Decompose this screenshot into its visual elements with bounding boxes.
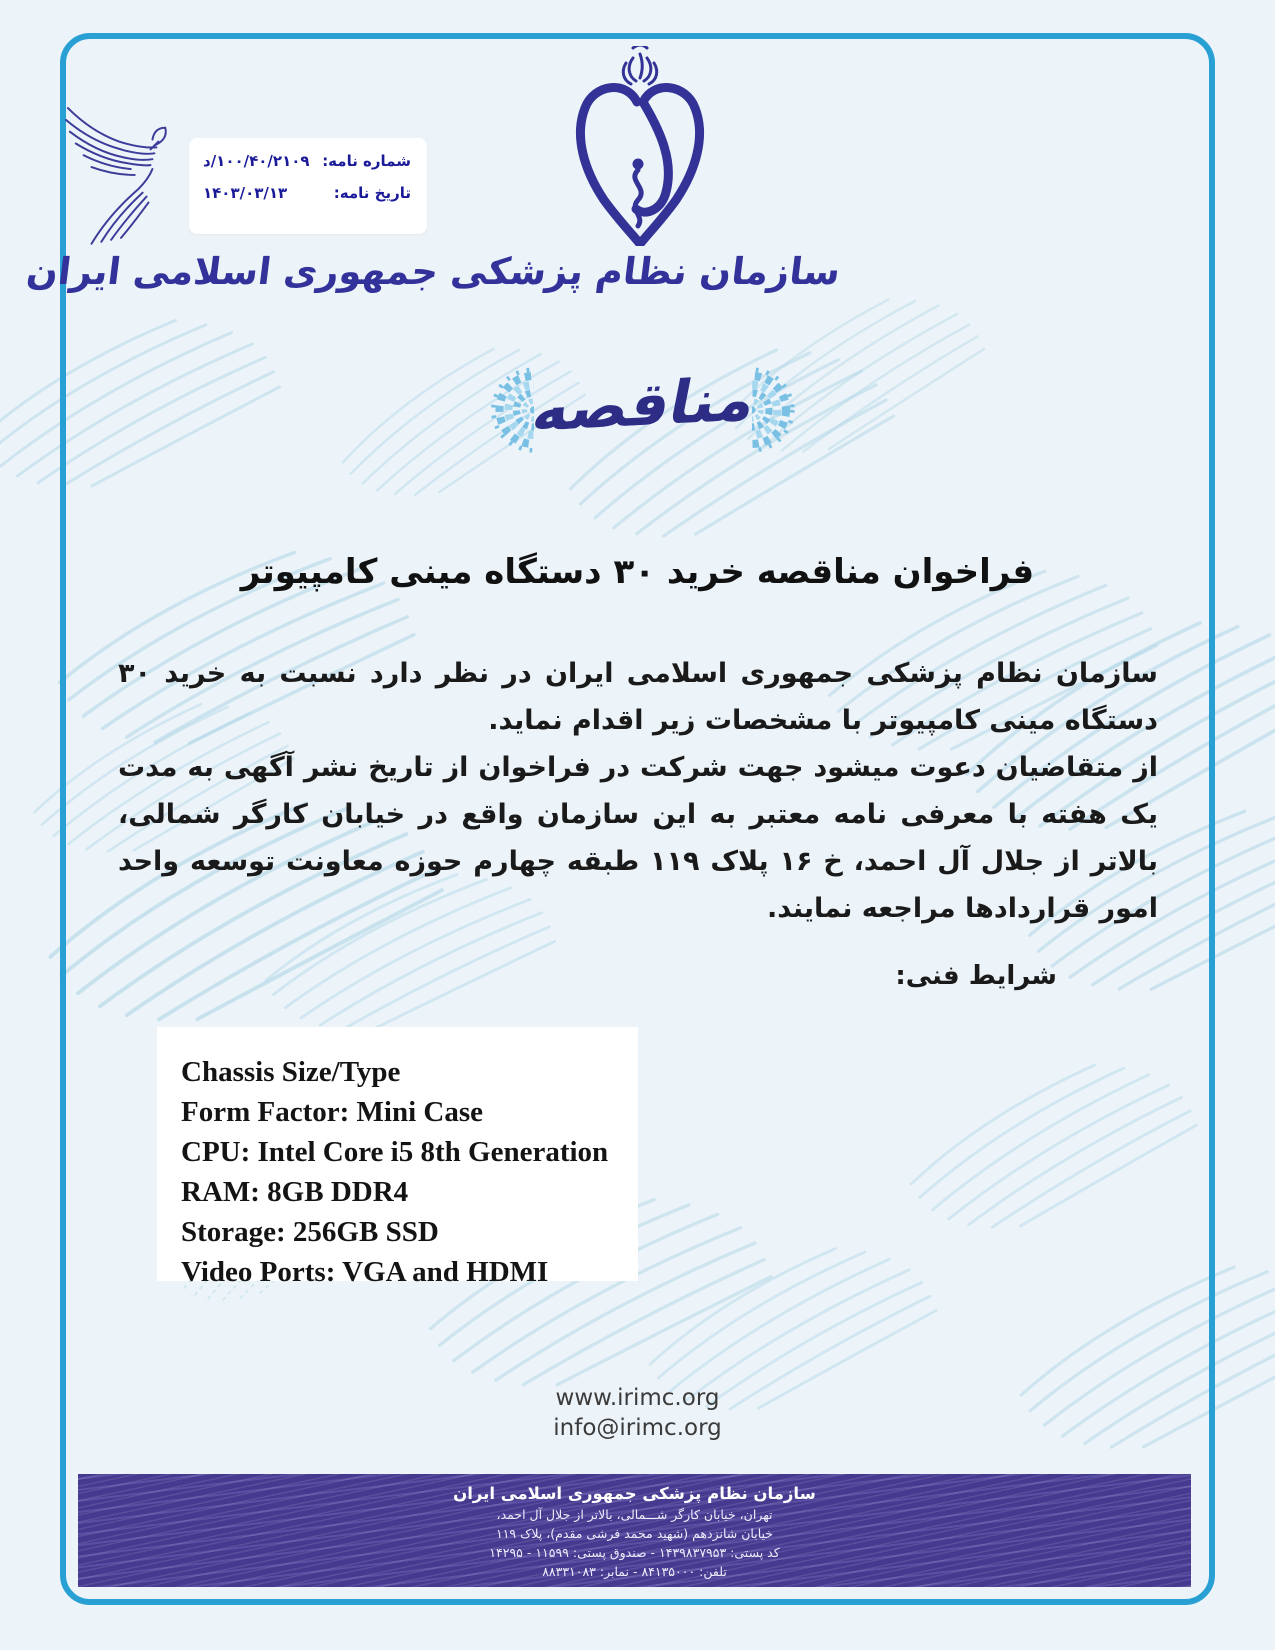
specs-heading: شرایط فنی: — [895, 961, 1057, 991]
phoenix-bird-icon — [62, 98, 180, 246]
medical-council-emblem-icon — [545, 46, 735, 246]
email-text: info@irimc.org — [553, 1415, 722, 1441]
spec-cpu: CPU: Intel Core i5 8th Generation — [181, 1136, 609, 1168]
body-paragraph-1: سازمان نظام پزشکی جمهوری اسلامی ایران در نظر دارد نسبت به خرید ۳۰ دستگاه مینی کامپیوتر با مشخصات زیر اقدام نماید. — [118, 658, 1158, 736]
spec-video-ports: Video Ports: VGA and HDMI — [181, 1256, 549, 1288]
footer-address-line-2: خیابان شانزدهم (شهید محمد فرشی مقدم)، پلاک ۱۱۹ — [496, 1526, 773, 1541]
website-text: www.irimc.org — [555, 1385, 720, 1411]
spec-form-factor: Form Factor: Mini Case — [181, 1096, 483, 1128]
body-paragraph-2: از متقاضیان دعوت میشود جهت شرکت در فراخوان از تاریخ نشر آگهی به مدت یک هفته با معرفی نامه معتبر به این سازمان واقع در خیابان کارگر شمالی، بالاتر از جلال آل احمد، خ ۱۶ پلاک ۱۱۹ طبقه چهارم حوزه معاونت توسعه واحد امور قراردادها مراجعه نمایند. — [118, 752, 1158, 924]
mandala-ornament-right-icon — [752, 364, 808, 456]
contact-block — [0, 1383, 1275, 1443]
page-title: فراخوان مناقصه خرید ۳۰ دستگاه مینی کامپیوتر — [240, 552, 1035, 592]
spec-chassis: Chassis Size/Type — [181, 1056, 401, 1088]
org-name-calligraphy: سازمان نظام پزشکی جمهوری اسلامی ایران — [24, 250, 843, 293]
spec-storage: Storage: 256GB SSD — [181, 1216, 439, 1248]
letter-meta-box — [189, 138, 427, 234]
footer-banner — [78, 1474, 1191, 1587]
letter-number-label: شماره نامه: — [322, 152, 411, 170]
footer-address-line-1: تهران، خیابان کارگر شـــمالی، بالاتر از جلال آل احمد، — [496, 1507, 773, 1522]
letter-date-value: ۱۴۰۳/۰۳/۱۳ — [203, 184, 288, 202]
letter-date-row — [203, 184, 411, 202]
letter-date-label: تاریخ نامه: — [333, 184, 411, 202]
footer-postal-line: کد پستی: ۱۴۳۹۸۳۷۹۵۳ - صندوق پستی: ۱۱۵۹۹ - ۱۴۲۹۵ — [489, 1545, 780, 1560]
tender-calligraphy-text: مناقصه — [526, 364, 762, 446]
footer-phone-line: تلفن: ۸۴۱۳۵۰۰۰ - نمابر: ۸۸۳۳۱۰۸۳ — [542, 1564, 727, 1579]
letter-number-row — [203, 152, 411, 170]
specs-box — [157, 1027, 638, 1288]
mandala-ornament-left-icon — [478, 364, 534, 456]
letter-number-value: د/۱۰۰/۴۰/۲۱۰۹ — [203, 152, 310, 170]
footer-org-name: سازمان نظام پزشکی جمهوری اسلامی ایران — [453, 1484, 816, 1503]
tender-calligraphy-banner — [478, 360, 808, 460]
body-text — [118, 650, 1158, 932]
spec-ram: RAM: 8GB DDR4 — [181, 1176, 409, 1208]
